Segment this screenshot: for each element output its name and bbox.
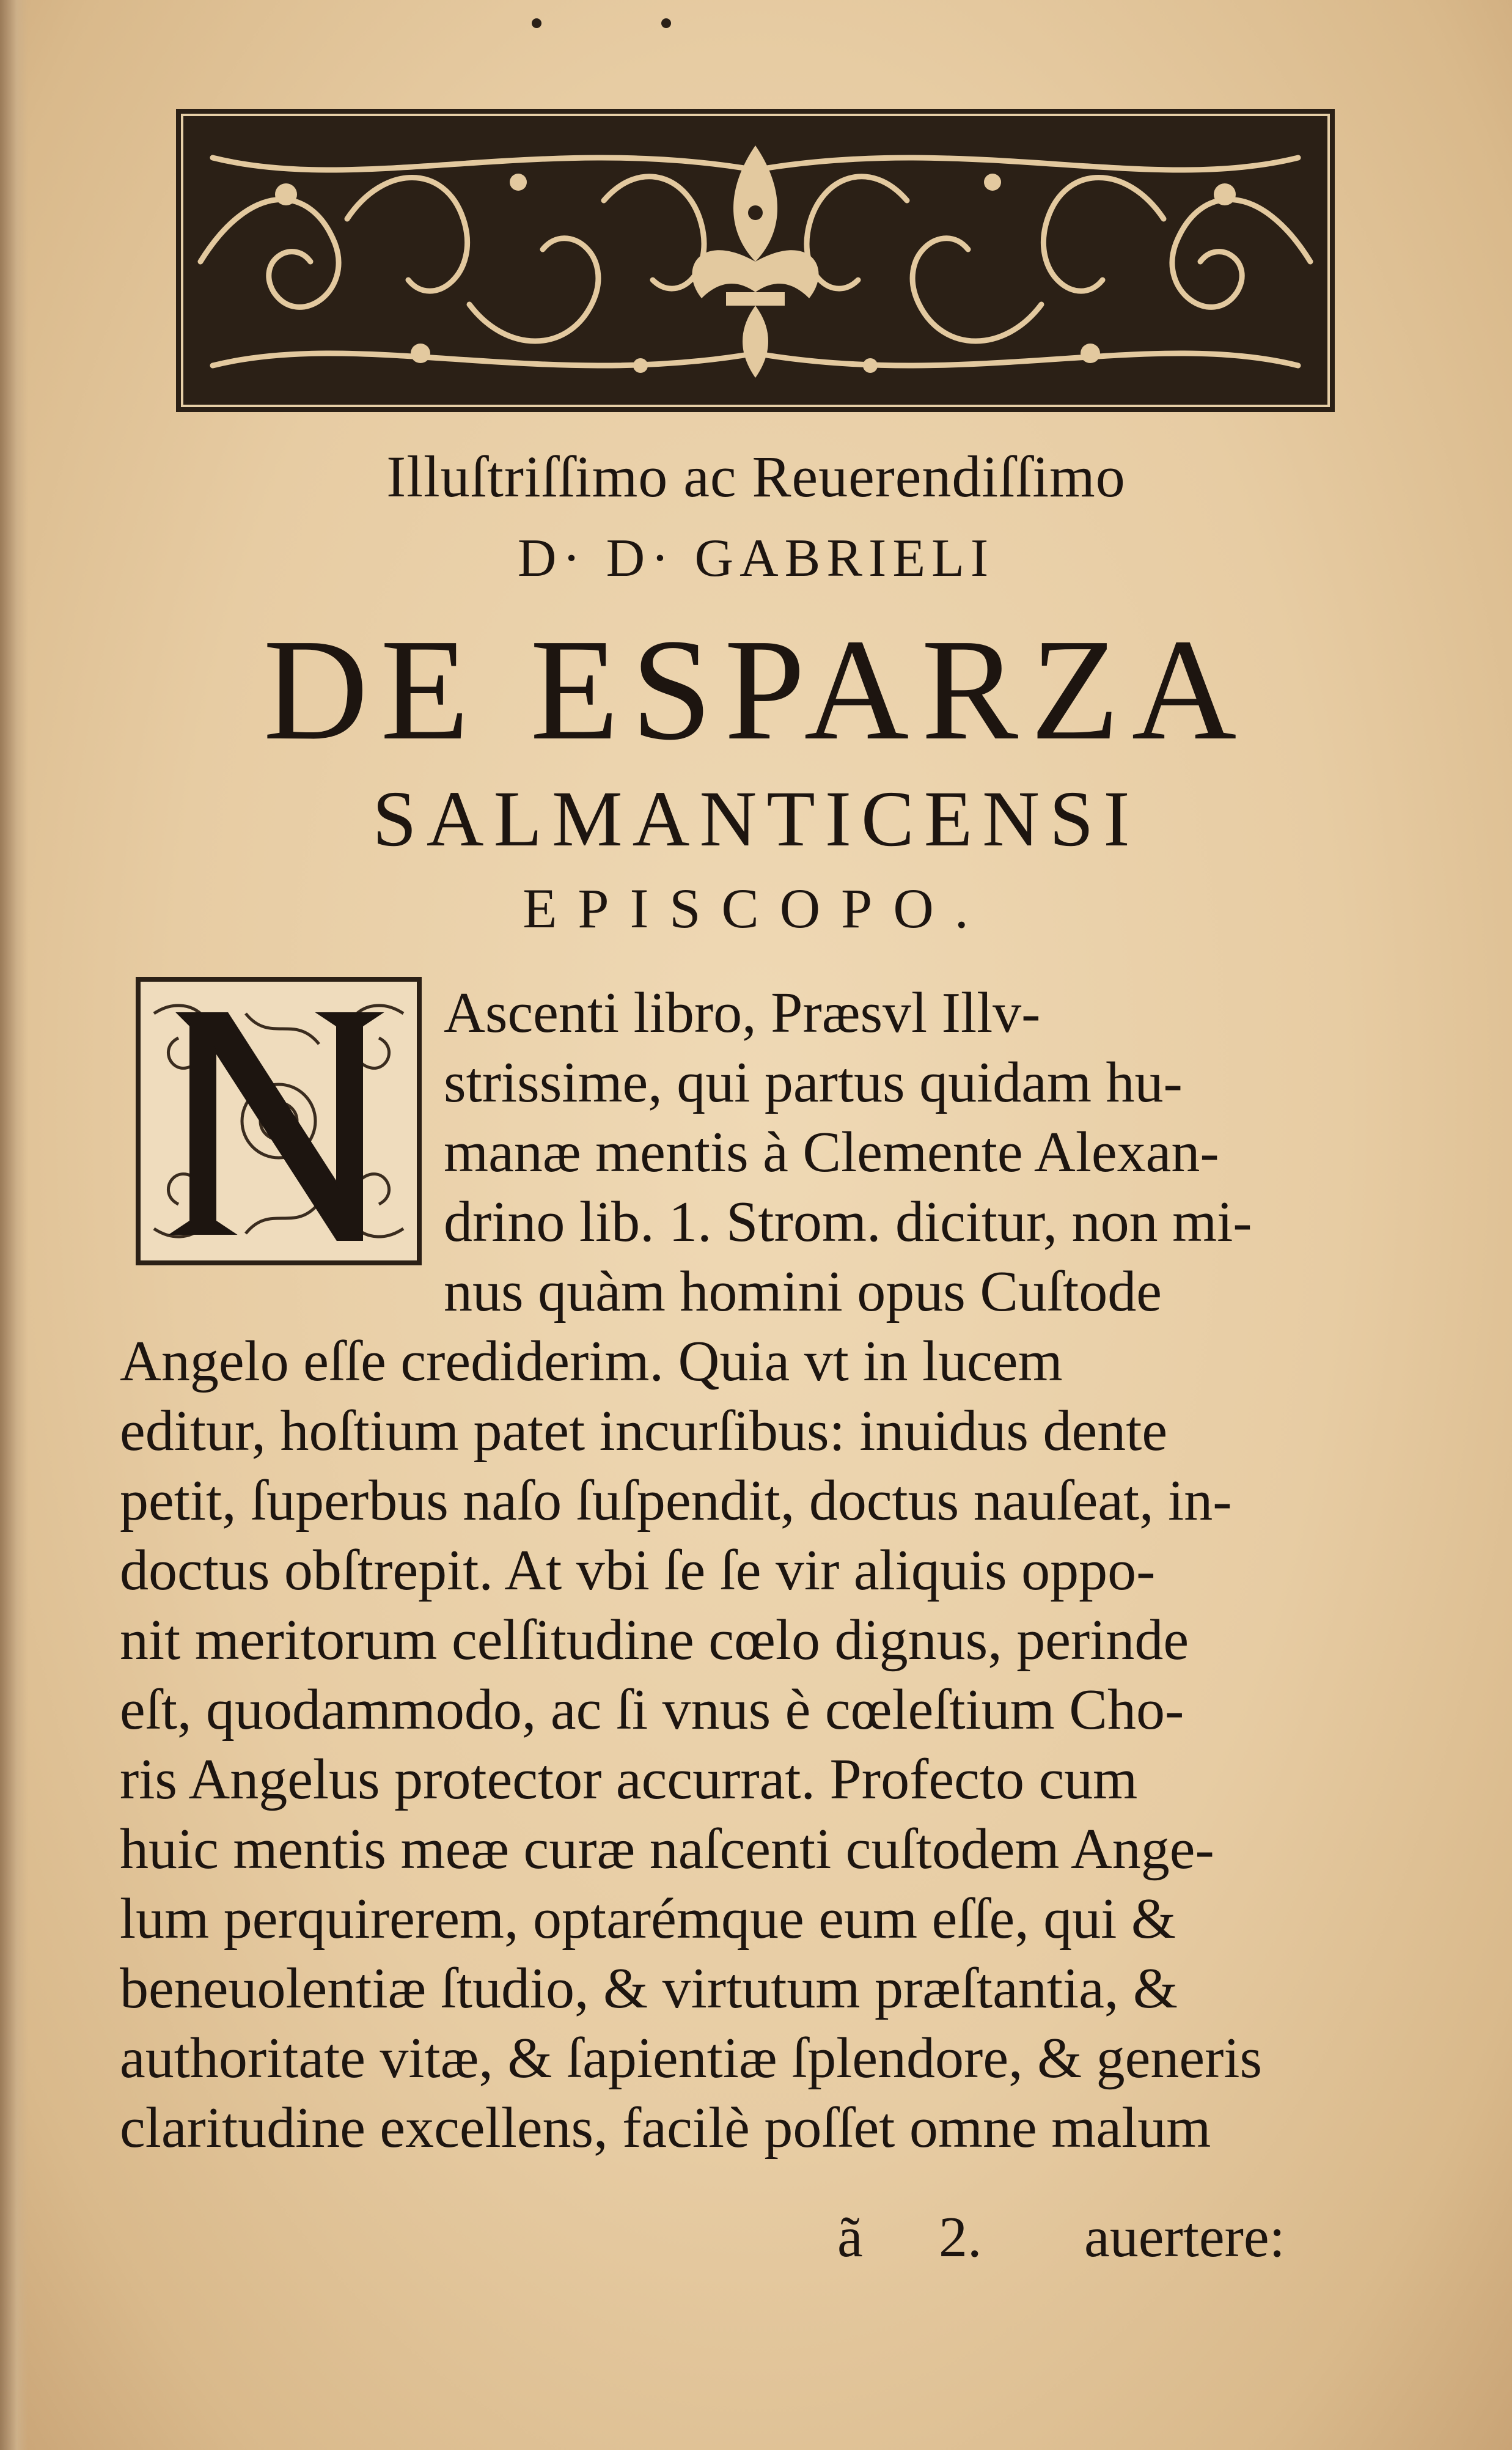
body-paragraph [120,1326,1342,2163]
dedication-line-1: Illuſtriſſimo ac Reuerendiſſimo [386,444,1126,509]
text-line: lum perquirerem, optarémque eum eſſe, qui & [120,1887,1176,1951]
dedication-line-4: SALMANTICENSI [372,775,1140,863]
text-line: strissime, qui partus quidam hu- [444,1051,1183,1114]
indented-paragraph [444,978,1324,1326]
text-line: ris Angelus protector accurrat. Profecto cum [120,1748,1138,1811]
text-line: editur, hoſtium patet incurſibus: inuidus dente [120,1399,1168,1463]
text-line: claritudine excellens, facilè poſſet omne malum [120,2096,1211,2160]
page-edge-shadow [0,0,28,2450]
ornament-dot [661,18,671,28]
catchword: auertere: [1084,2205,1285,2269]
text-line: authoritate vitæ, & ſapientiæ ſplendore, & generis [120,2026,1263,2090]
dedication-name: DE ESPARZA [263,609,1249,770]
text-line: Angelo eſſe crediderim. Quia vt in lucem [120,1330,1063,1393]
text-line: eſt, quodammodo, ac ſi vnus è cœleſtium Cho- [120,1678,1184,1742]
text-line: doctus obſtrepit. At vbi ſe ſe vir aliquis oppo- [120,1539,1156,1602]
signature-mark: ã [837,2205,863,2269]
text-line: manæ mentis à Clemente Alexan- [444,1120,1219,1184]
ornament-dot [532,18,541,28]
text-line: petit, ſuperbus naſo ſuſpendit, doctus nauſeat, in- [120,1469,1232,1532]
text-line: Ascenti libro, Præsvl Illv- [444,981,1041,1045]
text-line: huic mentis meæ curæ naſcenti cuſtodem Ange- [120,1817,1214,1881]
ornamental-initial-n-icon [136,977,422,1265]
text-line: nus quàm homini opus Cuſtode [444,1260,1162,1323]
dedication-line-5: EPISCOPO. [523,877,989,940]
text-line: drino lib. 1. Strom. dicitur, non mi- [444,1190,1252,1254]
signature-number: 2. [939,2205,982,2269]
text-line: beneuolentiæ ſtudio, & virtutum præſtantia, & [120,1957,1178,2020]
woodcut-headpiece-icon [176,109,1335,412]
text-line: nit meritorum celſitudine cœlo dignus, perinde [120,1608,1189,1672]
dedication-line-2: D· D· GABRIELI [517,529,995,588]
